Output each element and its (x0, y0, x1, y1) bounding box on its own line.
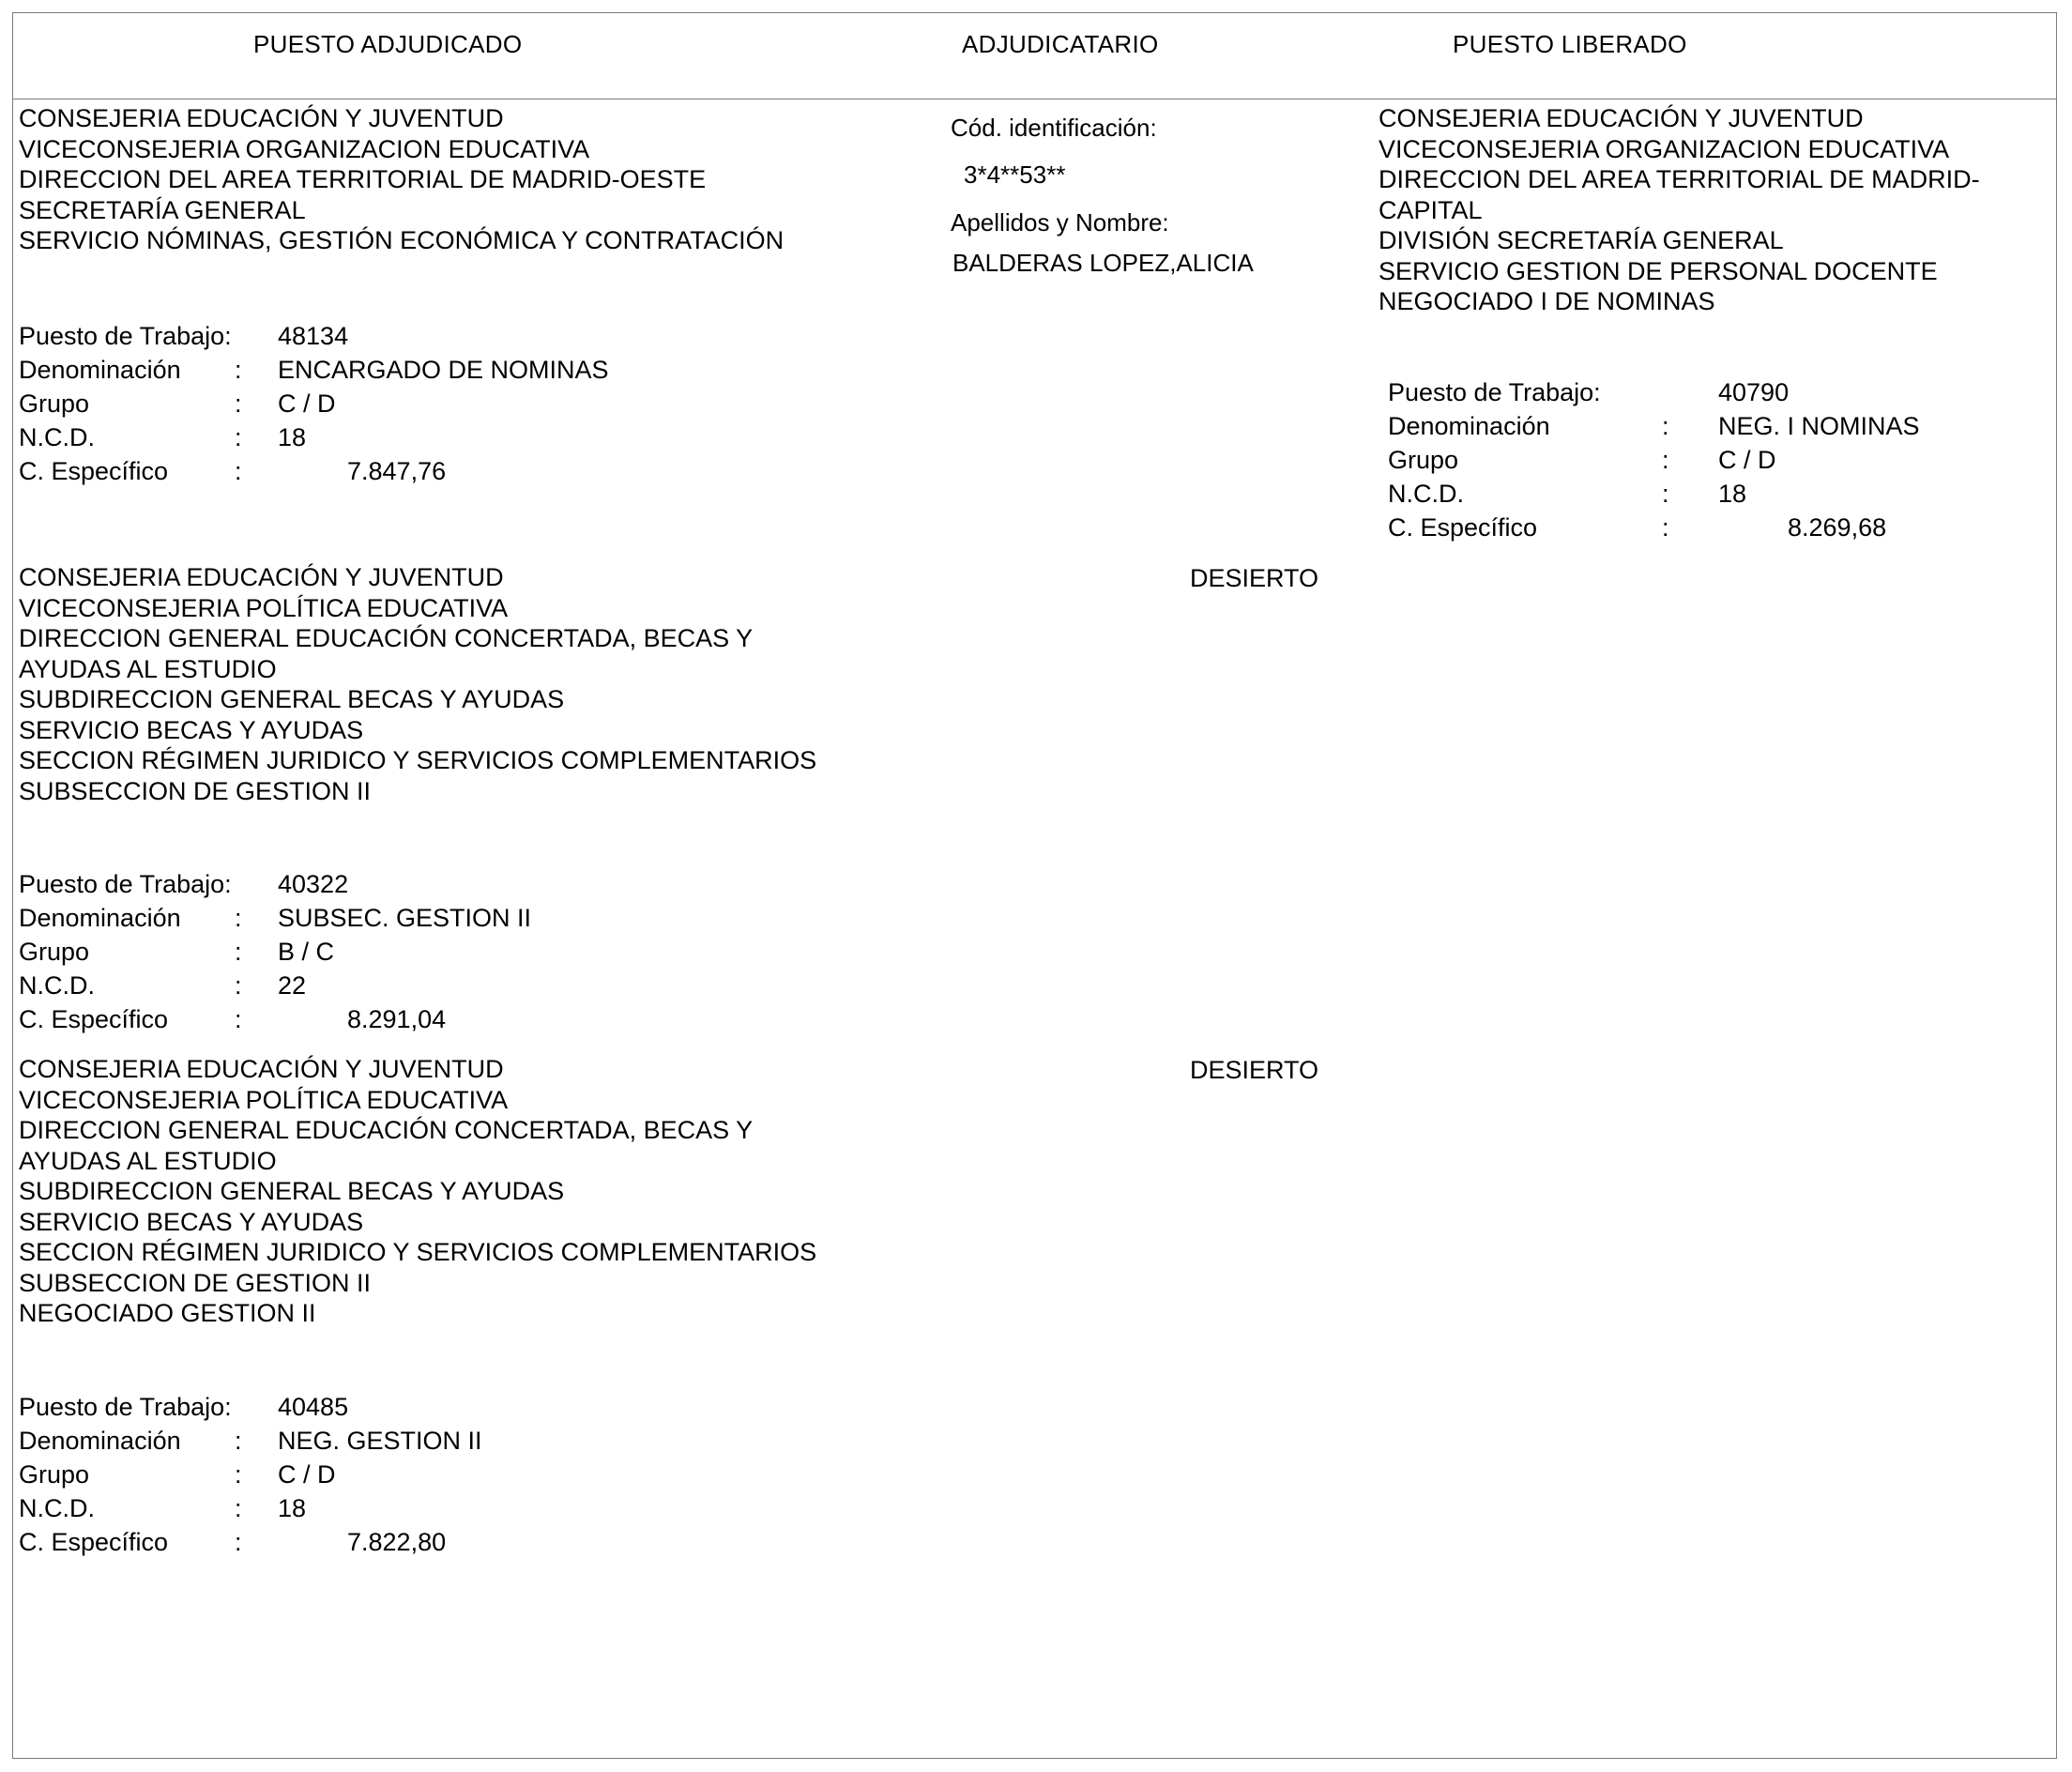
entry-1-fields: Puesto de Trabajo: 48134 Denominación : ENCARGADO DE NOMINAS Grupo : C / D N.C.D. : 18 C. Específico : 7.847,76 (19, 319, 609, 488)
org-line: NEGOCIADO GESTION II (19, 1299, 316, 1327)
org-line: DIRECCION DEL AREA TERRITORIAL DE MADRID- (1379, 165, 1980, 193)
org-line: CONSEJERIA EDUCACIÓN Y JUVENTUD (19, 563, 504, 591)
label-apellidos-nombre: Apellidos y Nombre: (951, 208, 1169, 237)
org-line: DIRECCION DEL AREA TERRITORIAL DE MADRID-OESTE (19, 165, 707, 193)
org-line: AYUDAS AL ESTUDIO (19, 1146, 277, 1175)
org-line: SERVICIO BECAS Y AYUDAS (19, 715, 364, 744)
denominacion-value: NEG. GESTION II (278, 1426, 482, 1455)
org-line: SECRETARÍA GENERAL (19, 195, 306, 224)
label-ncd: N.C.D. (19, 1493, 95, 1522)
denominacion-value: SUBSEC. GESTION II (278, 903, 532, 932)
org-line: SERVICIO NÓMINAS, GESTIÓN ECONÓMICA Y CONTRATACIÓN (19, 226, 785, 254)
entry-2-org-lines (19, 562, 816, 806)
label-denominacion: Denominación (19, 1426, 181, 1455)
label-puesto-trabajo: Puesto de Trabajo: (19, 1392, 232, 1421)
adjudicatario-nombre: BALDERAS LOPEZ,ALICIA (952, 249, 1254, 277)
liberado-fields: Puesto de Trabajo: 40790 Denominación : NEG. I NOMINAS Grupo : C / D N.C.D. : 18 C. Específico : 8.269,68 (1388, 375, 1920, 544)
org-line: VICECONSEJERIA ORGANIZACION EDUCATIVA (1379, 134, 1950, 163)
puesto-value: 40790 (1718, 377, 1790, 406)
org-line: SERVICIO GESTION DE PERSONAL DOCENTE (1379, 256, 1938, 285)
puesto-value: 48134 (278, 321, 349, 350)
org-line: VICECONSEJERIA POLÍTICA EDUCATIVA (19, 593, 509, 622)
org-line: SERVICIO BECAS Y AYUDAS (19, 1207, 364, 1236)
org-line: SECCION RÉGIMEN JURIDICO Y SERVICIOS COMPLEMENTARIOS (19, 1238, 817, 1266)
label-grupo: Grupo (19, 389, 90, 418)
label-especifico: C. Específico (19, 456, 169, 485)
label-puesto-trabajo: Puesto de Trabajo: (1388, 377, 1601, 406)
label-ncd: N.C.D. (19, 422, 95, 451)
org-line: SUBSECCION DE GESTION II (19, 776, 372, 805)
org-line: NEGOCIADO I DE NOMINAS (1379, 287, 1715, 315)
grupo-value: C / D (278, 1459, 336, 1489)
label-especifico: C. Específico (19, 1004, 169, 1033)
label-puesto-trabajo: Puesto de Trabajo: (19, 869, 232, 898)
table-header (13, 13, 2056, 99)
header-adjudicatario: ADJUDICATARIO (962, 30, 1159, 58)
label-especifico: C. Específico (1388, 512, 1538, 542)
header-puesto-adjudicado: PUESTO ADJUDICADO (253, 30, 523, 58)
ncd-value: 22 (278, 970, 307, 1000)
ncd-value: 18 (278, 422, 307, 451)
ncd-value: 18 (1718, 479, 1747, 508)
adjudicatario-codigo: 3*4**53** (964, 160, 1066, 189)
status-desierto: DESIERTO (1190, 564, 1319, 592)
grupo-value: B / C (278, 937, 335, 966)
entry-3-org-lines (19, 1054, 816, 1329)
label-denominacion: Denominación (19, 355, 181, 384)
org-line: AYUDAS AL ESTUDIO (19, 654, 277, 683)
label-grupo: Grupo (19, 1459, 90, 1489)
especifico-value: 8.291,04 (347, 1004, 447, 1033)
org-line: VICECONSEJERIA ORGANIZACION EDUCATIVA (19, 134, 590, 163)
label-ncd: N.C.D. (19, 970, 95, 1000)
label-grupo: Grupo (1388, 445, 1459, 474)
org-line: CONSEJERIA EDUCACIÓN Y JUVENTUD (19, 1055, 504, 1083)
org-line: VICECONSEJERIA POLÍTICA EDUCATIVA (19, 1085, 509, 1114)
especifico-value: 8.269,68 (1788, 512, 1887, 542)
entry-2-fields: Puesto de Trabajo: 40322 Denominación : SUBSEC. GESTION II Grupo : B / C N.C.D. : 22 C. Específico : 8.291,04 (19, 867, 531, 1036)
org-line: CONSEJERIA EDUCACIÓN Y JUVENTUD (1379, 104, 1864, 132)
puesto-value: 40322 (278, 869, 349, 898)
status-desierto: DESIERTO (1190, 1056, 1319, 1084)
org-line: DIVISIÓN SECRETARÍA GENERAL (1379, 226, 1784, 254)
label-denominacion: Denominación (19, 903, 181, 932)
entry-1-org-lines (19, 103, 784, 256)
label-puesto-trabajo: Puesto de Trabajo: (19, 321, 232, 350)
org-line: CONSEJERIA EDUCACIÓN Y JUVENTUD (19, 104, 504, 132)
org-line: SUBSECCION DE GESTION II (19, 1268, 372, 1297)
grupo-value: C / D (1718, 445, 1776, 474)
org-line: DIRECCION GENERAL EDUCACIÓN CONCERTADA, BECAS Y (19, 624, 754, 652)
liberado-org-lines (1379, 103, 1980, 317)
denominacion-value: NEG. I NOMINAS (1718, 411, 1920, 440)
grupo-value: C / D (278, 389, 336, 418)
org-line: SUBDIRECCION GENERAL BECAS Y AYUDAS (19, 685, 565, 713)
org-line: SUBDIRECCION GENERAL BECAS Y AYUDAS (19, 1177, 565, 1205)
header-puesto-liberado: PUESTO LIBERADO (1453, 30, 1687, 58)
label-cod-identificacion: Cód. identificación: (951, 114, 1157, 142)
label-denominacion: Denominación (1388, 411, 1550, 440)
especifico-value: 7.847,76 (347, 456, 447, 485)
label-ncd: N.C.D. (1388, 479, 1464, 508)
org-line: DIRECCION GENERAL EDUCACIÓN CONCERTADA, BECAS Y (19, 1116, 754, 1144)
denominacion-value: ENCARGADO DE NOMINAS (278, 355, 609, 384)
especifico-value: 7.822,80 (347, 1527, 447, 1556)
puesto-value: 40485 (278, 1392, 349, 1421)
label-especifico: C. Específico (19, 1527, 169, 1556)
ncd-value: 18 (278, 1493, 307, 1522)
org-line: CAPITAL (1379, 195, 1483, 224)
org-line: SECCION RÉGIMEN JURIDICO Y SERVICIOS COMPLEMENTARIOS (19, 746, 817, 774)
label-grupo: Grupo (19, 937, 90, 966)
entry-3-fields: Puesto de Trabajo: 40485 Denominación : NEG. GESTION II Grupo : C / D N.C.D. : 18 C. Específico : 7.822,80 (19, 1390, 482, 1559)
